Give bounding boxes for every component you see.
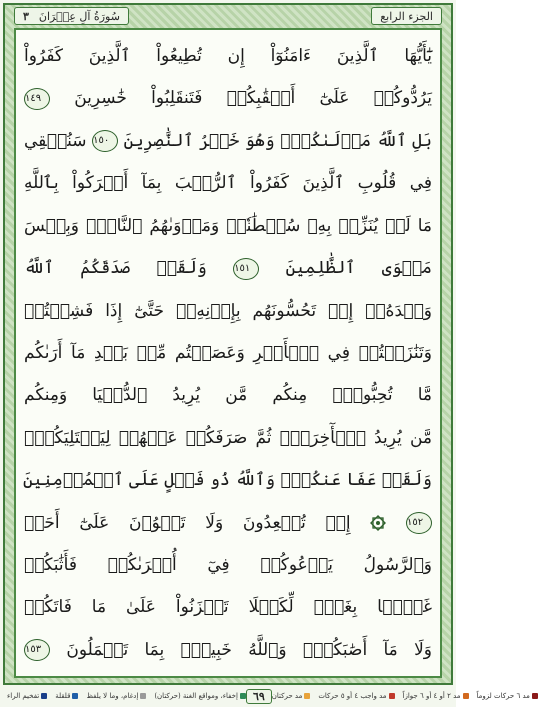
page-number: ٦٩ — [246, 689, 272, 704]
surah-title-box — [14, 7, 129, 25]
verse-line — [24, 418, 432, 458]
verse-line — [24, 333, 432, 373]
juz-title-box — [371, 7, 442, 25]
verse-text: وَتَنَٰزَعۡتُمۡ فِي ٱلۡأَمۡرِ وَعَصَيۡتُم مِّنۢ بَعۡدِ مَآ أَرَىٰكُم — [24, 342, 432, 363]
legend-label: مد ٢ أو ٤ أو ٦ جوازاً — [402, 692, 461, 700]
legend-label: إدغام، وما لا يلفظ — [86, 692, 139, 700]
surah-number: ٣ — [23, 9, 29, 23]
verse-line — [24, 36, 432, 76]
rub-el-hizb-icon — [370, 515, 386, 531]
legend-item — [403, 692, 469, 700]
verse-text: غَمَّۢا بِغَمّٖ لِّكَيۡلَا تَحۡزَنُواْ عَلَىٰ مَا فَاتَكُمۡ — [24, 597, 432, 618]
legend-swatch — [532, 693, 538, 699]
legend-item — [55, 692, 78, 700]
verse-line — [24, 460, 432, 500]
verse-text: مَثۡوَى ٱلظَّٰلِمِينَ — [285, 258, 433, 279]
surah-name: سُورَةُ آلِ عِمۡرَانَ — [38, 9, 120, 23]
verse-line — [24, 587, 432, 627]
legend-item — [318, 692, 394, 700]
verse-line — [24, 375, 432, 415]
legend-item — [7, 692, 47, 700]
legend-label: مد ٦ حركات لزوماً — [476, 692, 530, 700]
verse-line — [24, 206, 432, 246]
legend-label: إخفاء، ومواقع الغنة (حركتان) — [154, 692, 238, 700]
verse-text: مَّا تُحِبُّونَۚ مِنكُم مَّن يُرِيدُ ٱلدُّنۡيَا وَمِنكُم — [24, 385, 432, 406]
verse-text: مَا لَمۡ يُنَزِّلۡ بِهِۦ سُلۡطَٰنٗاۖ وَمَأۡوَىٰهُمُ ٱلنَّارُۖ وَبِئۡسَ — [24, 215, 432, 236]
legend-label: مد حركتان — [271, 692, 303, 700]
verse-line — [24, 248, 432, 288]
verse-text: وَعۡدَهُۥٓ إِذۡ تَحُسُّونَهُم بِإِذۡنِهِۦۖ حَتَّىٰٓ إِذَا فَشِلۡتُمۡ — [24, 300, 432, 321]
legend-swatch — [304, 693, 310, 699]
verse-line — [24, 291, 432, 331]
legend-item — [154, 692, 246, 700]
tajweed-legend-left — [7, 692, 246, 700]
verse-text: وَلَقَدۡ صَدَقَكُمُ ٱللَّهُ — [24, 258, 207, 279]
verse-number-marker: ١٤٩ — [24, 88, 50, 110]
legend-swatch — [140, 693, 146, 699]
legend-swatch — [463, 693, 469, 699]
verse-text: إِذۡ تُصۡعِدُونَ وَلَا تَلۡوُۥنَ عَلَىٰٓ أَحَدٖ — [24, 512, 351, 533]
page-header — [14, 6, 442, 26]
verse-text: وَٱلرَّسُولُ يَدۡعُوكُمۡ فِيٓ أُخۡرَىٰكُمۡ فَأَثَٰبَكُمۡ — [24, 555, 432, 576]
verse-number-marker: ١٥٢ — [406, 512, 432, 534]
verse-text: سَنُلۡقِي — [24, 130, 87, 151]
legend-item — [477, 692, 538, 700]
page-footer — [3, 687, 530, 705]
legend-swatch — [72, 693, 78, 699]
verse-lines — [24, 36, 432, 670]
verse-text: وَلَقَدۡ عَفَا عَنكُمۡۗ وَٱللَّهُ ذُو فَضۡلٍ عَلَى ٱلۡمُؤۡمِنِينَ — [22, 470, 432, 491]
verse-number-marker: ١٥٠ — [92, 130, 118, 152]
verse-line — [24, 545, 432, 585]
legend-swatch — [41, 693, 47, 699]
legend-item — [272, 692, 311, 700]
verse-number-marker: ١٥١ — [233, 258, 259, 280]
verse-text: بَلِ ٱللَّهُ مَوۡلَىٰكُمۡۖ وَهُوَ خَيۡرُ ٱلنَّٰصِرِينَ — [123, 130, 433, 151]
verse-text: فِي قُلُوبِ ٱلَّذِينَ كَفَرُواْ ٱلرُّعۡبَ بِمَآ أَشۡرَكُواْ بِٱللَّهِ — [24, 173, 432, 194]
verse-line — [24, 630, 432, 670]
legend-label: قلقلة — [55, 692, 71, 700]
verse-line — [24, 503, 432, 543]
tajweed-legend-right — [272, 692, 538, 700]
verse-text: مَّن يُرِيدُ ٱلۡأٓخِرَةَۚ ثُمَّ صَرَفَكُمۡ عَنۡهُمۡ لِيَبۡتَلِيَكُمۡۖ — [24, 427, 432, 448]
verse-line — [24, 78, 432, 118]
legend-item — [86, 692, 146, 700]
verse-text: وَلَا مَآ أَصَٰبَكُمۡۗ وَٱللَّهُ خَبِيرُۢ بِمَا تَعۡمَلُونَ — [66, 639, 433, 660]
legend-label: تفخيم الراء — [7, 692, 40, 700]
legend-swatch — [389, 693, 395, 699]
verse-line — [24, 121, 432, 161]
verse-text: يَٰٓأَيُّهَا ٱلَّذِينَ ءَامَنُوٓاْ إِن تُطِيعُواْ ٱلَّذِينَ كَفَرُواْ — [24, 46, 432, 66]
juz-name: الجزء الرابع — [380, 9, 433, 23]
verse-line — [24, 163, 432, 203]
legend-label: مد واجب ٤ أو ٥ حركات — [318, 692, 387, 700]
verse-number-marker: ١٥٣ — [24, 639, 50, 661]
verse-text: يَرُدُّوكُمۡ عَلَىٰٓ أَعۡقَٰبِكُمۡ فَتَنقَلِبُواْ خَٰسِرِينَ — [74, 88, 432, 109]
